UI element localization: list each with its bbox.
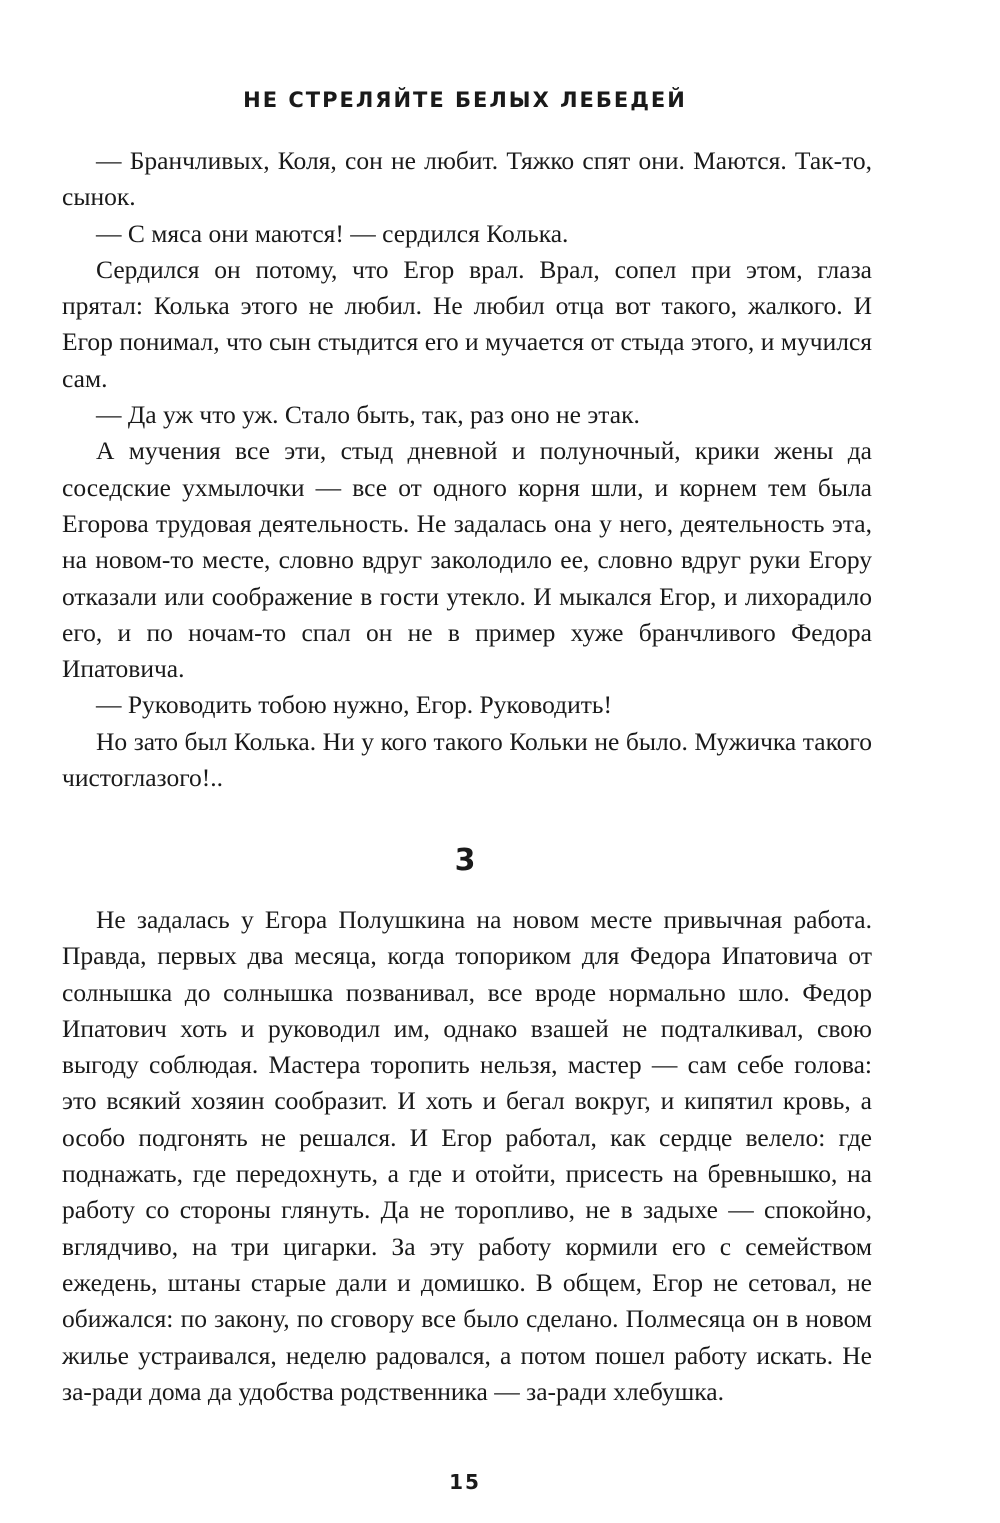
text-block-before-chapter: [62, 143, 872, 796]
paragraph: Не задалась у Егора Полушкина на новом месте привычная работа. Правда, первых два месяца, когда топориком для Федора Ипатовича от солнышка до солнышка позванивал, все вроде нормально шло. Федор Ипатович хоть и руководил им, однако взашей не подталкивал, свою выгоду соблюдая. Мастера торопить нельзя, мастер — сам себе голова: это всякий хозяин сообразит. И хоть и бегал вокруг, и кипятил кровь, а особо подгонять не решался. И Егор работал, как сердце велело: где поднажать, где передохнуть, а где и отойти, присесть на бревнышко, на работу со стороны глянуть. Да не торопливо, не в задыхе — спокойно, вглядчиво, на три цигарки. За эту работу кормили его с семейством ежедень, штаны старые дали и домишко. В общем, Егор не сетовал, не обижался: по закону, по сговору все было сделано. Полмесяца он в новом жилье устраивался, неделю радовался, а потом пошел работу искать. Не за-ради дома да удобства родственника — за-ради хлебушка.: [62, 905, 872, 1406]
paragraph: — С мяса они маются! — сердился Колька.: [96, 218, 569, 248]
paragraph: Но зато был Колька. Ни у кого такого Кольки не было. Мужичка такого чистоглазого!..: [62, 726, 872, 793]
chapter-number: 3: [454, 843, 476, 878]
paragraph: Сердился он потому, что Егор врал. Врал, сопел при этом, глаза прятал: Колька этого не любил. Не любил отца вот такого, жалкого. И Егор понимал, что сын стыдится его и мучается от стыда этого, и мучился сам.: [62, 254, 872, 393]
page-number: 15: [449, 1470, 481, 1494]
running-header: НЕ СТРЕЛЯЙТЕ БЕЛЫХ ЛЕБЕДЕЙ: [243, 88, 687, 112]
chapter-text-block: [62, 902, 872, 1410]
paragraph: — Бранчливых, Коля, сон не любит. Тяжко спят они. Маются. Так-то, сынок.: [62, 146, 872, 212]
paragraph: А мучения все эти, стыд дневной и полуночный, крики жены да соседские ухмылочки — все от одного корня шли, и корнем тем была Егорова трудовая деятельность. Не задалась она у него, деятельность эта, на новом-то месте, словно вдруг заколодило ее, словно вдруг руки Егору отказали или соображение в гости утекло. И мыкался Егор, и лихорадило его, и по ночам-то спал он не в пример хуже бранчливого Федора Ипатовича.: [62, 436, 872, 684]
paragraph: — Да уж что уж. Стало быть, так, раз оно не этак.: [96, 400, 640, 430]
paragraph: — Руководить тобою нужно, Егор. Руководить!: [96, 690, 613, 720]
